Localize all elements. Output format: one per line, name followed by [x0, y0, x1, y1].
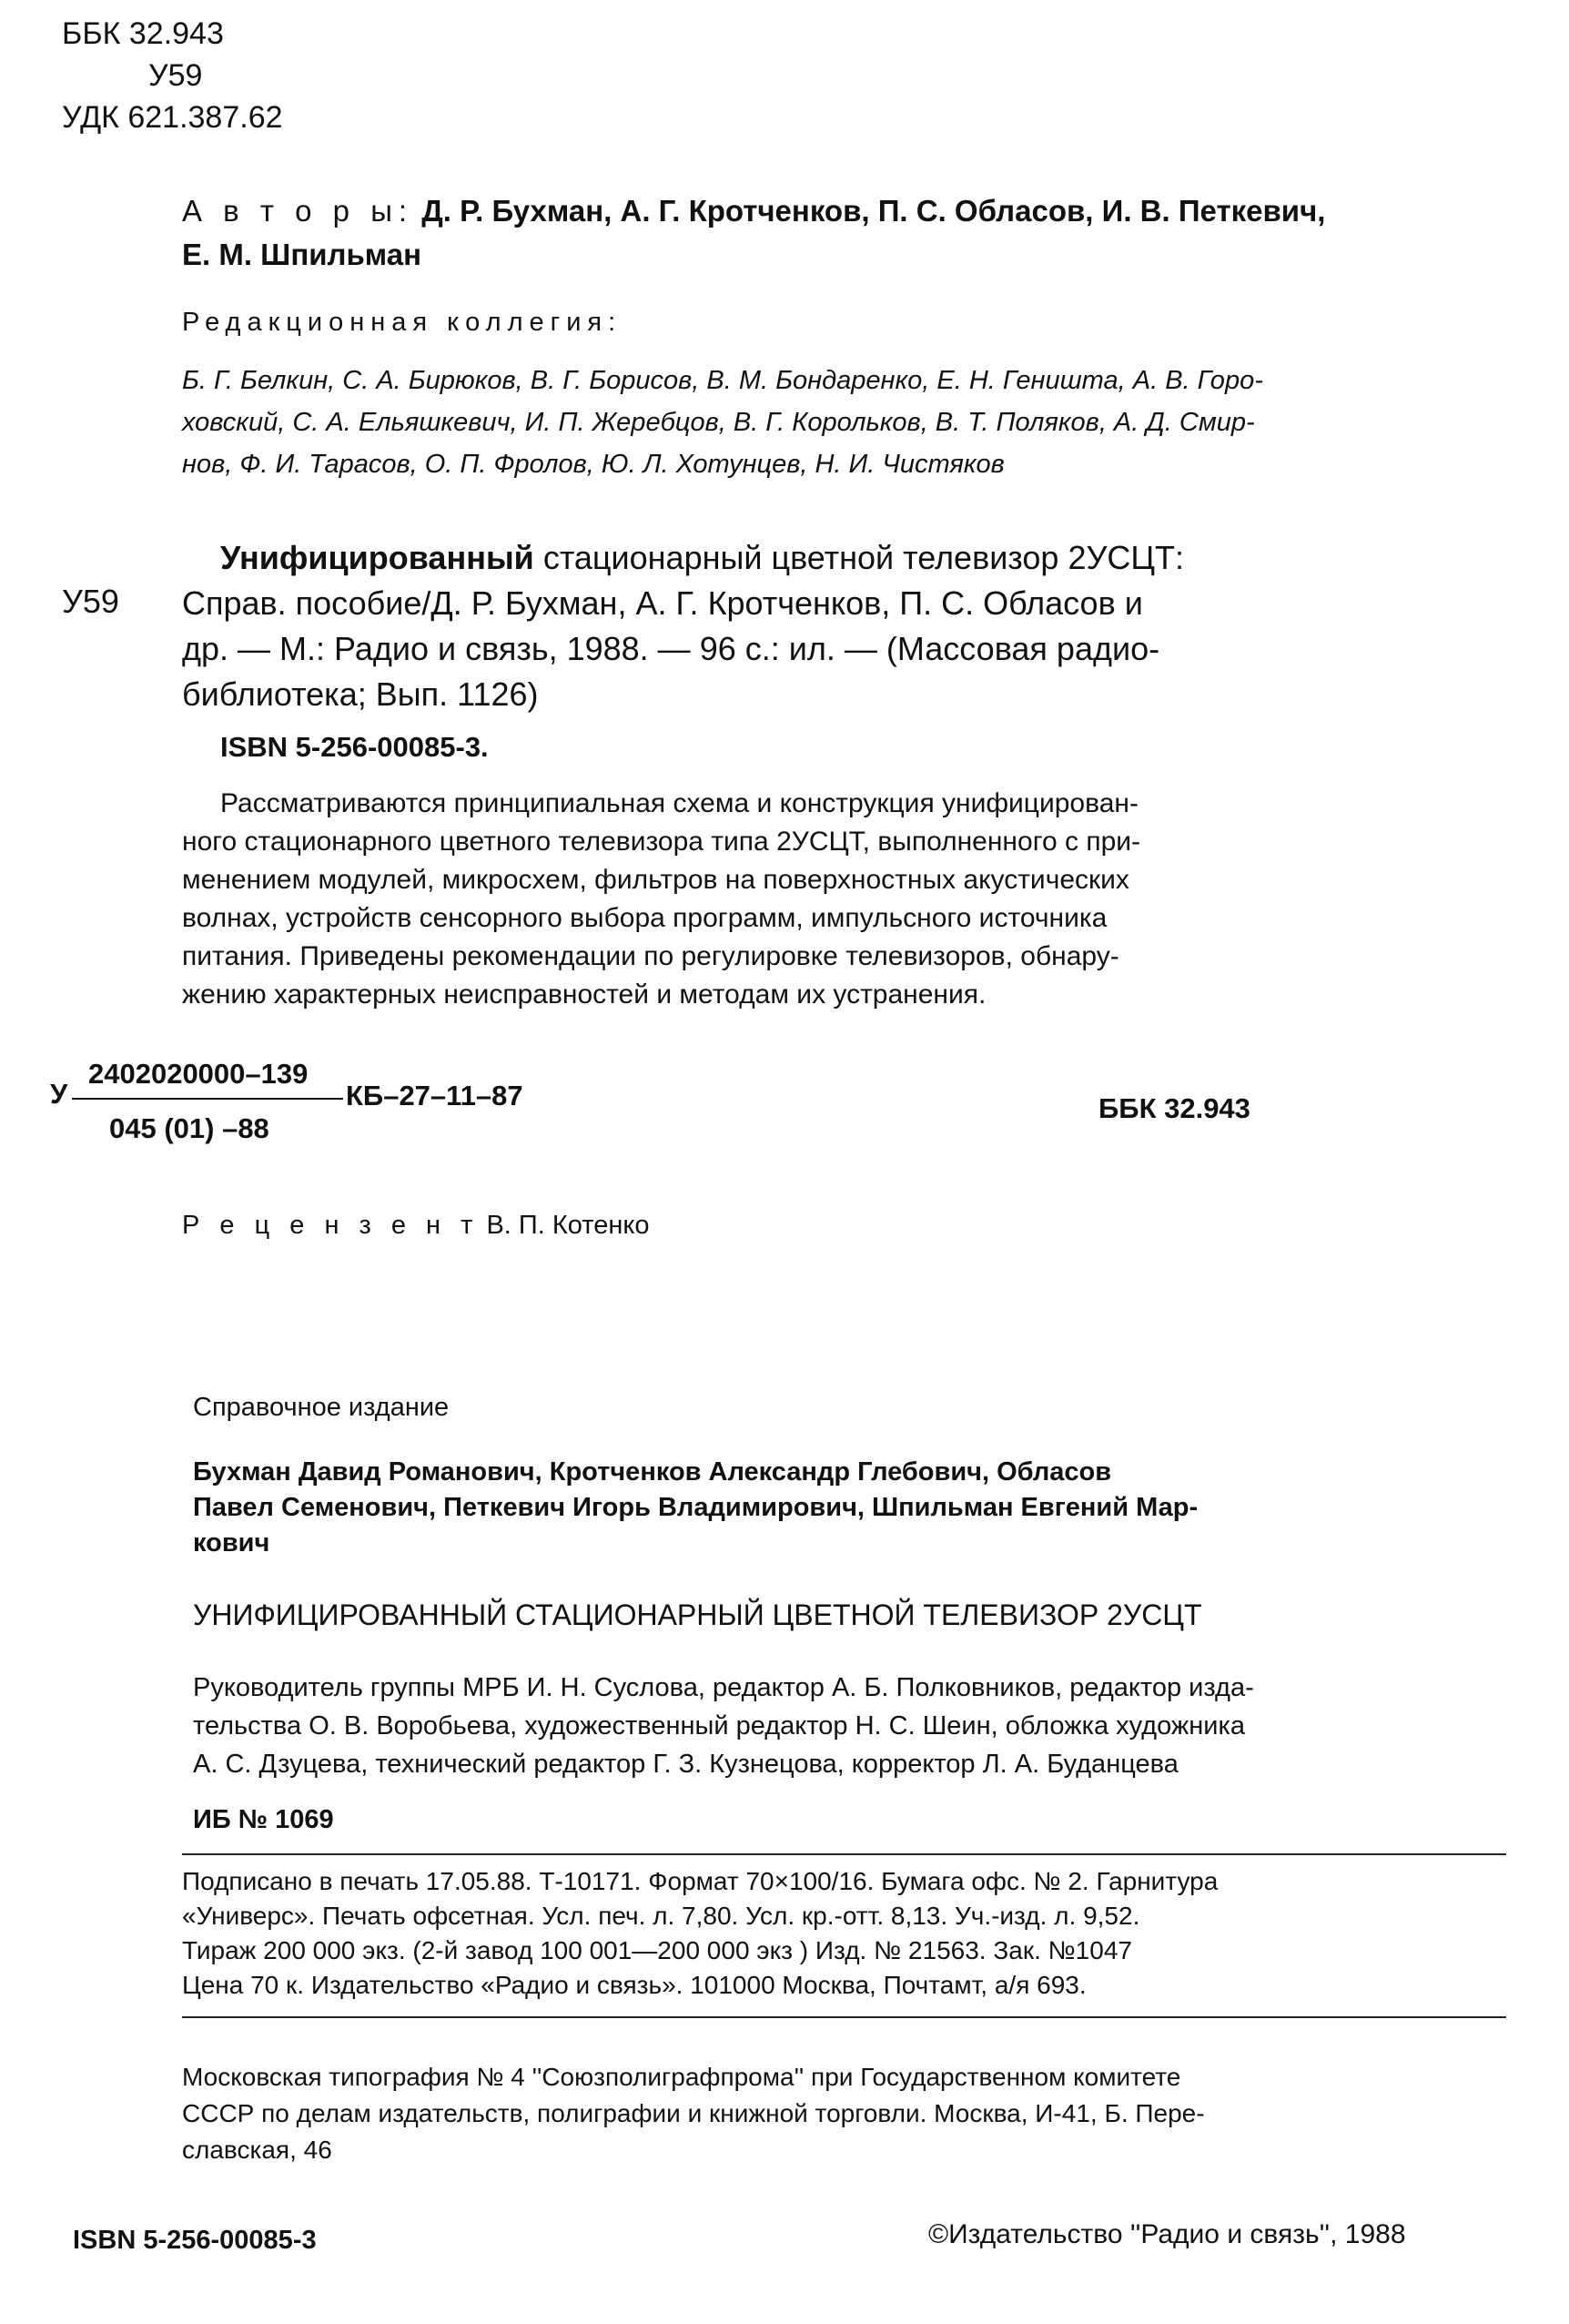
- edition-type: Справочное издание: [193, 1393, 450, 1422]
- printer-info: [182, 2059, 1511, 2168]
- publisher-code: КБ–27–11–87: [346, 1080, 523, 1111]
- bibliographic-mark: У59: [62, 583, 119, 620]
- index-code-numerator: 2402020000–139: [88, 1058, 309, 1090]
- bibliographic-line: др. — М.: Радио и связь, 1988. — 96 с.: ил. — (Массовая радио-: [182, 630, 1160, 667]
- bibliographic-line: библиотека; Вып. 1126): [182, 675, 539, 713]
- staff-line: А. С. Дзуцева, технический редактор Г. З. Кузнецова, корректор Л. А. Буданцева: [193, 1750, 1179, 1779]
- editorial-board: [182, 308, 1511, 485]
- bbk-code: ББК 32.943: [62, 16, 224, 51]
- editorial-board-line: ховский, С. А. Ельяшкевич, И. П. Жеребцов, В. Г. Корольков, В. Т. Поляков, А. Д. Смир-: [182, 408, 1255, 437]
- abstract-line: ного стационарного цветного телевизора типа 2УСЦТ, выполненного с при-: [182, 827, 1141, 857]
- printer-line: СССР по делам издательств, полиграфии и книжной торговли. Москва, И-41, Б. Пере-: [182, 2099, 1205, 2127]
- abstract-line: питания. Приведены рекомендации по регулировке телевизоров, обнару-: [182, 941, 1119, 971]
- reviewer: [182, 1211, 650, 1241]
- bibliographic-line: Справ. пособие/Д. Р. Бухман, А. Г. Кротченков, П. С. Обласов и: [182, 584, 1143, 622]
- printer-line: Московская типография № 4 ''Союзполиграфпрома'' при Государственном комитете: [182, 2063, 1181, 2091]
- authors-names-line1: Д. Р. Бухман, А. Г. Кротченков, П. С. Обласов, И. В. Петкевич,: [421, 194, 1326, 228]
- staff-credits: [193, 1669, 1513, 1783]
- index-code-prefix: У: [50, 1078, 68, 1110]
- book-title-rest: стационарный цветной телевизор 2УСЦТ:: [533, 539, 1184, 576]
- print-info: [182, 1864, 1511, 2003]
- editorial-board-label: Редакционная коллегия:: [182, 308, 623, 337]
- index-code: [50, 1058, 1524, 1158]
- authors-names-line2: Е. М. Шпильман: [182, 238, 422, 271]
- footer-isbn: ISBN 5-256-00085-3: [73, 2226, 317, 2255]
- title-caps: УНИФИЦИРОВАННЫЙ СТАЦИОНАРНЫЙ ЦВЕТНОЙ ТЕЛЕВИЗОР 2УСЦТ: [193, 1598, 1202, 1631]
- editorial-board-line: нов, Ф. И. Тарасов, О. П. Фролов, Ю. Л. Хотунцев, Н. И. Чистяков: [182, 450, 1005, 479]
- isbn-line: ISBN 5-256-00085-3.: [220, 731, 489, 763]
- reviewer-name: В. П. Котенко: [486, 1211, 650, 1240]
- authors-block: [182, 189, 1511, 277]
- printer-line: славская, 46: [182, 2136, 332, 2164]
- abstract-line: волнах, устройств сенсорного выбора программ, импульсного источника: [182, 903, 1108, 933]
- divider-bottom: [182, 2016, 1506, 2018]
- abstract-line: Рассматриваются принципиальная схема и конструкция унифицирован-: [220, 788, 1139, 818]
- staff-line: Руководитель группы МРБ И. Н. Суслова, редактор А. Б. Полковников, редактор изда-: [193, 1673, 1254, 1702]
- index-code-denominator: 045 (01) –88: [109, 1112, 269, 1144]
- abstract-line: менением модулей, микросхем, фильтров на поверхностных акустических: [182, 865, 1129, 895]
- ib-number: ИБ № 1069: [193, 1805, 334, 1834]
- authors-full-line: кович: [193, 1528, 270, 1558]
- abstract-line: жению характерных неисправностей и методам их устранения.: [182, 979, 987, 1010]
- print-info-line: Подписано в печать 17.05.88. Т-10171. Формат 70×100/16. Бумага офс. № 2. Гарнитура: [182, 1867, 1219, 1895]
- print-info-line: Тираж 200 000 экз. (2-й завод 100 001—200 000 экз ) Изд. № 21563. Зак. №1047: [182, 1936, 1132, 1964]
- book-title-lead: Унифицированный: [220, 539, 534, 576]
- abstract: [182, 785, 1274, 1014]
- fraction-bar: [72, 1098, 343, 1100]
- classification-block: [62, 13, 283, 138]
- bibliographic-description: [182, 535, 1274, 770]
- authors-label: А в т о р ы:: [182, 194, 414, 228]
- index-code-bbk: ББК 32.943: [1098, 1092, 1250, 1124]
- print-info-line: «Универс». Печать офсетная. Усл. печ. л. 7,80. Усл. кр.-отт. 8,13. Уч.-изд. л. 9,52.: [182, 1902, 1140, 1930]
- udk-code: УДК 621.387.62: [62, 100, 283, 135]
- print-info-line: Цена 70 к. Издательство «Радио и связь». 101000 Москва, Почтамт, а/я 693.: [182, 1971, 1087, 1999]
- authors-full-line: Бухман Давид Романович, Кротченков Александр Глебович, Обласов: [193, 1457, 1112, 1487]
- author-mark: У59: [148, 58, 203, 93]
- staff-line: тельства О. В. Воробьева, художественный редактор Н. С. Шеин, обложка художника: [193, 1711, 1245, 1740]
- editorial-board-line: Б. Г. Белкин, С. А. Бирюков, В. Г. Борисов, В. М. Бондаренко, Е. Н. Геништа, А. В. Горо-: [182, 366, 1263, 395]
- divider-top: [182, 1853, 1506, 1855]
- footer-copyright: ©Издательство ''Радио и связь'', 1988: [928, 2219, 1406, 2249]
- authors-full: [193, 1455, 1494, 1561]
- authors-full-line: Павел Семенович, Петкевич Игорь Владимирович, Шпильман Евгений Мар-: [193, 1493, 1199, 1522]
- reviewer-label: Р е ц е н з е н т: [182, 1211, 480, 1240]
